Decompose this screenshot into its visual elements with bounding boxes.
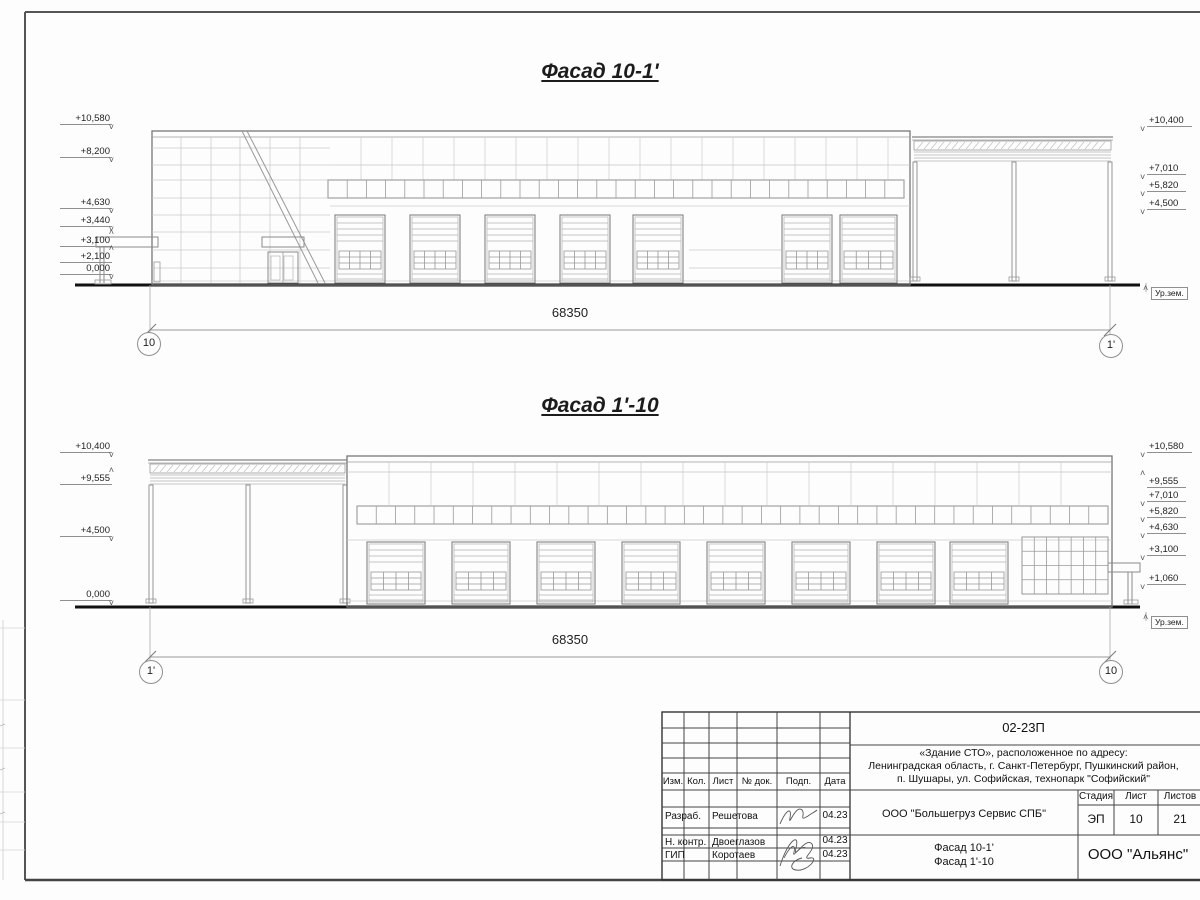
facade-2-title: Фасад 1'-10 [541, 394, 659, 417]
row-name: Решетова [712, 811, 758, 822]
row-name: Двоеглазов [712, 837, 766, 848]
axis-bubble: 10 [1099, 660, 1123, 684]
elevation-mark: +9,555 ˄ [1147, 476, 1186, 488]
elevation-mark: +3,100 ˅ [1147, 544, 1186, 556]
elevation-mark: +10,400 ˅ [1147, 115, 1192, 127]
axis-bubble: 10 [137, 332, 161, 356]
sheet-content-line: Фасад 1'-10 [934, 856, 994, 868]
customer-name: ООО "Большегруз Сервис СПБ" [881, 808, 1047, 820]
elevation-mark: 0,000 ˅ [60, 589, 112, 601]
elevation-mark: +5,820 ˅ [1147, 506, 1186, 518]
doc-number: 02-23П [1002, 720, 1045, 735]
ground-level-label: ˄ Ур.зем. [1151, 616, 1188, 629]
elevation-mark: +4,500 ˅ [60, 525, 112, 537]
elevation-mark: +10,400 ˅ [60, 441, 112, 453]
ground-level-label: ˄ Ур.зем. [1151, 287, 1188, 300]
row-date: 04.23 [822, 810, 848, 821]
elevation-mark: +1,060 ˅ [1147, 573, 1186, 585]
stage-label: Стадия [1078, 791, 1114, 802]
facade-1-dimension [144, 283, 1146, 336]
elevation-mark: 0,000 ˅ [60, 263, 112, 275]
facade-2-dimension [144, 607, 1146, 663]
sheet-content-line: Фасад 10-1' [934, 842, 994, 854]
stage-value: ЭП [1087, 812, 1105, 826]
sheet-label: Лист [1125, 791, 1147, 802]
elevation-mark: +4,500 ˅ [1147, 198, 1186, 210]
row-role: Н. контр. [665, 837, 707, 848]
elevation-mark: +9,555 ˄ [60, 473, 112, 485]
row-date: 04.23 [822, 849, 848, 860]
project-address-line: п. Шушары, ул. Софийская, технопарк "Софийский" [897, 773, 1150, 785]
row-role: Разраб. [665, 811, 702, 822]
facade-1-linework [75, 131, 1140, 285]
col-header-kol: Кол. [687, 776, 706, 787]
total-sheets-label: Листов [1163, 791, 1197, 802]
design-org-name: ООО "Альянс" [1087, 846, 1189, 863]
facade-1-title: Фасад 10-1' [541, 60, 659, 83]
facade-2-linework [75, 456, 1140, 607]
col-header-doc: № док. [741, 776, 773, 787]
row-role: ГИП [665, 850, 685, 861]
elevation-mark: +7,010 ˅ [1147, 163, 1186, 175]
total-sheets: 21 [1173, 812, 1187, 826]
col-header-data: Дата [824, 776, 846, 787]
row-date: 04.23 [822, 835, 848, 846]
elevation-mark: +3,440 ˅ [60, 215, 112, 227]
elevation-mark: +10,580 ˅ [60, 113, 112, 125]
elevation-mark: +4,630 ˅ [60, 197, 112, 209]
project-address-line: Ленинградская область, г. Санкт-Петербург, Пушкинский район, [868, 760, 1179, 772]
elevation-mark: +10,580 ˅ [1147, 441, 1192, 453]
dimension-value: 68350 [551, 305, 589, 320]
elevation-mark: +4,630 ˅ [1147, 522, 1186, 534]
elevation-mark: +5,820 ˅ [1147, 180, 1186, 192]
axis-bubble: 1' [1099, 334, 1123, 358]
sheet-number: 10 [1129, 812, 1143, 826]
elevation-mark: +3,100 ˄ [60, 235, 112, 247]
elevation-mark: +7,010 ˅ [1147, 490, 1186, 502]
col-header-izm: Изм. [662, 776, 684, 787]
axis-bubble: 1' [139, 660, 163, 684]
project-address-line: «Здание СТО», расположенное по адресу: [919, 747, 1128, 759]
elevation-mark: +8,200 ˅ [60, 146, 112, 158]
dimension-value: 68350 [551, 632, 589, 647]
elevation-mark: +2,100 ˄ [60, 251, 112, 263]
col-header-podp: Подп. [785, 776, 812, 787]
row-name: Коротаев [712, 850, 756, 861]
col-header-list: Лист [712, 776, 734, 787]
